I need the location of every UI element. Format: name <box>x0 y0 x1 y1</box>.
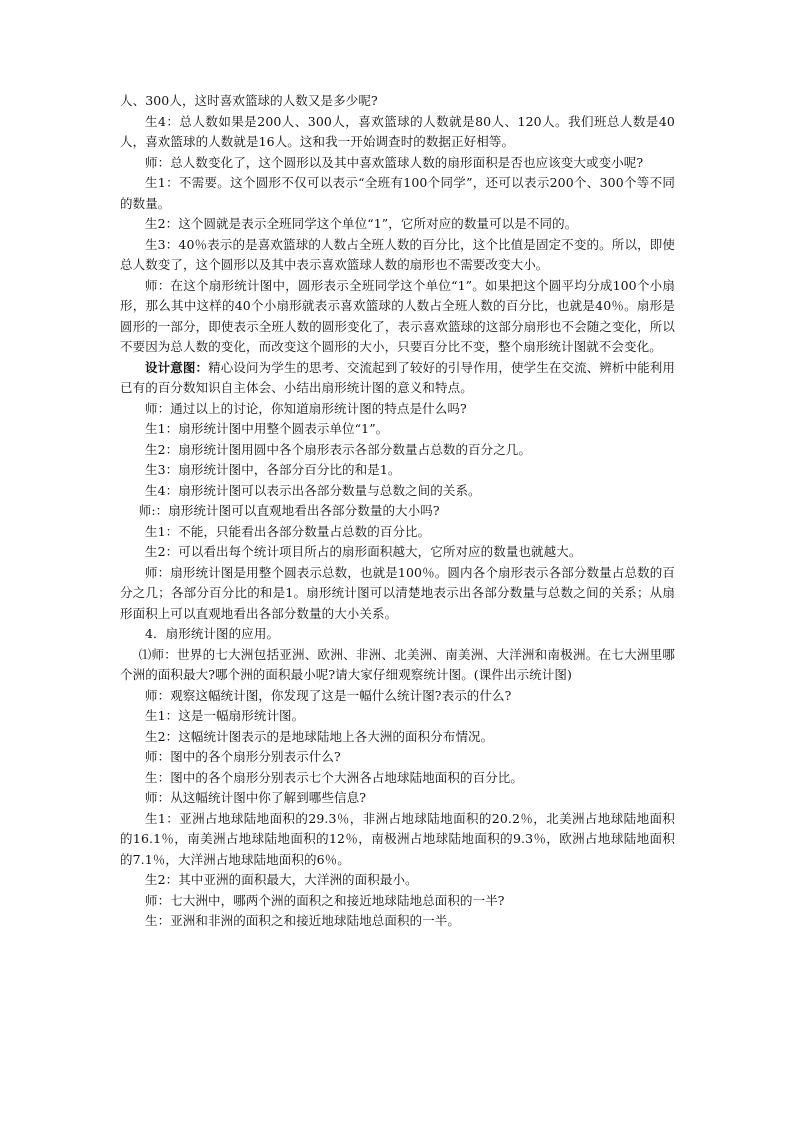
paragraph <box>120 460 675 481</box>
paragraph <box>120 481 675 502</box>
paragraph-text: 生：亚洲和非洲的面积之和接近地球陆地总面积的一半。 <box>145 913 461 928</box>
paragraph <box>120 788 675 809</box>
paragraph <box>120 747 675 768</box>
paragraph <box>120 419 675 440</box>
paragraph-text: 师：在这个扇形统计图中，圆形表示全班同学这个单位“1”。如果把这个圆平均分成100个小扇形，那么其中这样的40个小扇形就表示喜欢篮球的人数占全班人数的百分比，也就是40％。扇形是圆形的一部分，即使表示全班人数的圆形变化了，表示喜欢篮球的这部分扇形也不会随之变化，所以不要因为总人数的变化，而改变这个圆形的大小，只要百分比不变，整个扇形统计图就不会变化。 <box>120 277 675 354</box>
paragraph-text: 师：图中的各个扇形分别表示什么? <box>145 749 341 764</box>
paragraph-text: 生2：其中亚洲的面积最大，大洋洲的面积最小。 <box>145 872 418 887</box>
paragraph <box>120 235 675 276</box>
paragraph-text: 4．扇形统计图的应用。 <box>145 626 280 641</box>
paragraph-text: 生1：亚洲占地球陆地面积的29.3％，非洲占地球陆地面积的20.2％，北美洲占地球陆地面积的16.1％，南美洲占地球陆地面积的12％，南极洲占地球陆地面积的9.3％，欧洲占地球陆地面积的7.1％，大洋洲占地球陆地面积的6％。 <box>120 810 675 867</box>
paragraph <box>120 276 675 358</box>
paragraph <box>120 440 675 461</box>
paragraph-text: 生1：不能，只能看出各部分数量占总数的百分比。 <box>145 523 431 539</box>
paragraph <box>120 501 675 522</box>
paragraph <box>120 706 675 727</box>
paragraph <box>120 911 675 932</box>
paragraph-text: 生2：可以看出每个统计项目所占的扇形面积越大，它所对应的数量也就越大。 <box>145 544 582 559</box>
paragraph <box>120 173 675 214</box>
paragraph-text: 生4：扇形统计图可以表示出各部分数量与总数之间的关系。 <box>145 482 481 498</box>
paragraph-text: 生1：扇形统计图中用整个圆表示单位“1”。 <box>145 421 389 436</box>
paragraph <box>120 645 675 686</box>
paragraph <box>120 522 675 543</box>
paragraph <box>120 870 675 891</box>
paragraph-text: 生3：40％表示的是喜欢篮球的人数占全班人数的百分比，这个比值是固定不变的。所以，即使总人数变了，这个圆形以及其中表示喜欢篮球人数的扇形也不需要改变大小。 <box>120 236 675 272</box>
paragraph-text: 人、300人，这时喜欢篮球的人数又是多少呢? <box>120 93 378 108</box>
paragraph <box>120 214 675 235</box>
paragraph-text: 师：通过以上的讨论，你知道扇形统计图的特点是什么吗? <box>145 400 467 416</box>
paragraph-text: 精心设问为学生的思考、交流起到了较好的引导作用，使学生在交流、辨析中能利用已有的百分数知识自主体会、小结出扇形统计图的意义和特点。 <box>120 359 675 395</box>
paragraph-text: 师:：扇形统计图可以直观地看出各部分数量的大小吗? <box>138 503 440 518</box>
paragraph-text: 生3：扇形统计图中，各部分百分比的和是1。 <box>145 462 401 477</box>
paragraph-text: 生4：总人数如果是200人、300人，喜欢篮球的人数就是80人、120人。我们班总人数是40人，喜欢篮球的人数就是16人。这和我一开始调查时的数据正好相等。 <box>120 113 675 149</box>
design-intent-label: 设计意图： <box>145 359 209 375</box>
paragraph-text: 生1：这是一幅扇形统计图。 <box>145 708 305 723</box>
paragraph <box>120 727 675 748</box>
paragraph <box>120 891 675 912</box>
paragraph <box>120 399 675 420</box>
document-body <box>120 91 675 932</box>
paragraph-text: 师：从这幅统计图中你了解到哪些信息? <box>145 790 367 805</box>
paragraph <box>120 112 675 153</box>
paragraph-text: 生2：扇形统计图用圆中各个扇形表示各部分数量占总数的百分之几。 <box>145 441 532 457</box>
design-intent-paragraph <box>120 358 675 399</box>
paragraph-text: 师：观察这幅统计图，你发现了这是一幅什么统计图?表示的什么? <box>145 687 512 703</box>
paragraph-text: 生：图中的各个扇形分别表示七个大洲各占地球陆地面积的百分比。 <box>145 769 524 785</box>
paragraph <box>120 563 675 625</box>
paragraph <box>120 91 675 112</box>
paragraph-text: 师：总人数变化了，这个圆形以及其中喜欢篮球人数的扇形面积是否也应该变大或变小呢? <box>145 154 644 170</box>
paragraph-text: 生2：这幅统计图表示的是地球陆地上各大洲的面积分布情况。 <box>145 728 494 744</box>
paragraph-text: 师：七大洲中，哪两个洲的面积之和接近地球陆地总面积的一半? <box>145 892 505 908</box>
paragraph-text: 生1：不需要。这个圆形不仅可以表示“全班有100个同学”，还可以表示200个、300个等不同的数量。 <box>120 175 675 211</box>
paragraph <box>120 809 675 871</box>
paragraph-text: 师：扇形统计图是用整个圆表示总数，也就是100％。圆内各个扇形表示各部分数量占总数的百分之几；各部分百分比的和是1。扇形统计图可以清楚地表示出各部分数量与总数之间的关系；从扇形面积上可以直观地看出各部分数量的大小关系。 <box>120 564 675 621</box>
paragraph <box>120 542 675 563</box>
paragraph <box>120 624 675 645</box>
paragraph <box>120 686 675 707</box>
paragraph <box>120 153 675 174</box>
paragraph-text: 生2：这个圆就是表示全班同学这个单位“1”，它所对应的数量可以是不同的。 <box>145 216 578 231</box>
paragraph-text: ⑴师：世界的七大洲包括亚洲、欧洲、非洲、北美洲、南美洲、大洋洲和南极洲。在七大洲里哪个洲的面积最大?哪个洲的面积最小呢?请大家仔细观察统计图。(课件出示统计图) <box>120 646 675 682</box>
paragraph <box>120 768 675 789</box>
